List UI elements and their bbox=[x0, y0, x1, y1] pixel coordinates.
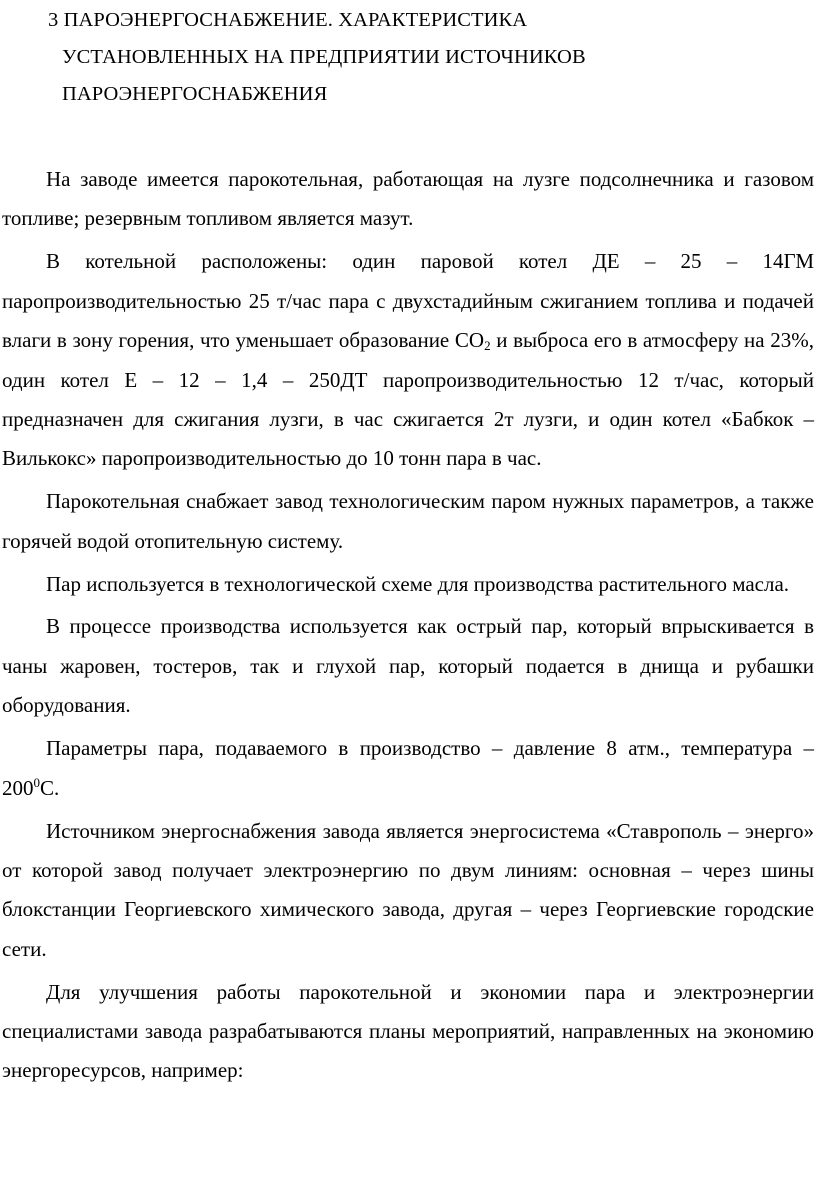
paragraph-power-supply: Источником энергоснабжения завода является энергосистема «Ставрополь – энерго» от которой завод получает электроэнергию по двум линиям: основная – через шины блокстанции Георгиевского химического завода, другая – через Георгиевские городские сети. bbox=[2, 818, 814, 961]
heading-line-1: 3 ПАРОЭНЕРГОСНАБЖЕНИЕ. ХАРАКТЕРИСТИКА bbox=[48, 9, 528, 31]
paragraph-steam-types: В процессе производства используется как острый пар, который впрыскивается в чаны жаровен, тостеров, так и глухой пар, который подается в днища и рубашки оборудования. bbox=[2, 614, 814, 718]
heading-line-3: ПАРОЭНЕРГОСНАБЖЕНИЯ bbox=[62, 83, 328, 105]
paragraph-steam-parameters bbox=[2, 729, 814, 808]
paragraph-boilers bbox=[2, 242, 814, 478]
heading-line-2: УСТАНОВЛЕННЫХ НА ПРЕДПРИЯТИИ ИСТОЧНИКОВ bbox=[62, 46, 586, 68]
paragraph-steam-usage: Пар используется в технологической схеме для производства растительного масла. bbox=[46, 571, 790, 596]
paragraph-fuel: На заводе имеется парокотельная, работающая на лузге подсолнечника и газовом топливе; резервным топливом является мазут. bbox=[2, 167, 814, 231]
paragraph-steam-parameters-part2: С. bbox=[40, 775, 60, 800]
body-text bbox=[2, 160, 814, 1094]
degree-superscript: 0 bbox=[33, 774, 40, 790]
paragraph-boilers-part1: В котельной расположены: один паровой котел ДЕ – 25 – 14ГМ паропроизводительностью 25 т/час пара с двухстадийным сжиганием топлива и подачей влаги в зону горения, что уменьшает образование СО bbox=[2, 249, 814, 353]
paragraph-boilers-part2: и выброса его в атмосферу на 23%, один котел Е – 12 – 1,4 – 250ДТ паропроизводительностью 12 т/час, который предназначен для сжигания лузги, в час сжигается 2т лузги, и один котел «Бабкок – Вилькокс» паропроизводительностью до 10 тонн пара в час. bbox=[2, 328, 814, 471]
co2-subscript: 2 bbox=[484, 338, 491, 354]
section-heading bbox=[48, 2, 788, 113]
paragraph-steam-parameters-part1: Параметры пара, подаваемого в производство – давление 8 атм., температура – 200 bbox=[2, 736, 814, 800]
paragraph-steam-supply: Парокотельная снабжает завод технологическим паром нужных параметров, а также горячей водой отопительную систему. bbox=[2, 489, 814, 553]
paragraph-energy-saving: Для улучшения работы парокотельной и экономии пара и электроэнергии специалистами завода разрабатываются планы мероприятий, направленных на экономию энергоресурсов, например: bbox=[2, 979, 814, 1083]
